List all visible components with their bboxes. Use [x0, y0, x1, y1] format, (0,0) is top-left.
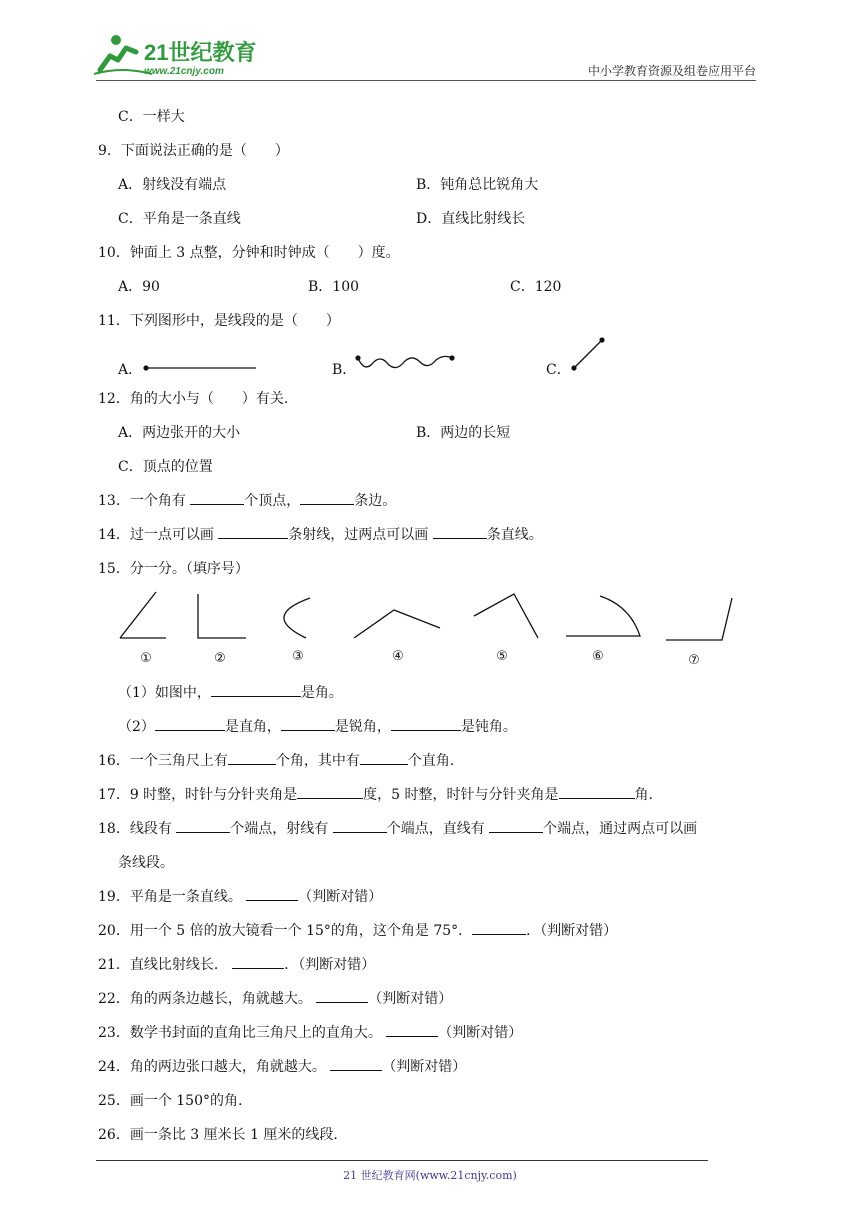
q9-stem: 9．下面说法正确的是（ ） [98, 143, 289, 159]
figure-5-shape [474, 594, 538, 638]
q9-option-c: C．平角是一条直线 [118, 211, 241, 227]
q9-option-b: B．钝角总比锐角大 [416, 177, 539, 193]
q15-sub2-blank-1[interactable] [155, 717, 225, 731]
q18-blank-3[interactable] [489, 819, 543, 833]
logo [92, 30, 262, 80]
q15-stem: 15．分一分。（填序号） [98, 561, 249, 577]
q15-sub2-blank-2[interactable] [281, 717, 335, 731]
q9-option-d: D．直线比射线长 [416, 211, 526, 227]
figure-7-shape [666, 598, 732, 640]
figure-6-shape [566, 596, 640, 636]
figure-2-label: ② [214, 651, 226, 666]
q23: 23．数学书封面的直角比三角尺上的直角大。 （判断对错） [98, 1025, 523, 1041]
q25: 25．画一个 150°的角. [98, 1093, 243, 1109]
q13-blank-1[interactable] [190, 491, 244, 505]
header-platform-text: 中小学教育资源及组卷应用平台 [587, 64, 756, 78]
q8-option-c: C．一样大 [118, 109, 185, 125]
q12-stem: 12．角的大小与（ ）有关. [98, 391, 289, 407]
figure-1-shape [120, 592, 166, 638]
figure-1-label: ① [140, 651, 152, 666]
figure-7-label: ⑦ [688, 653, 700, 668]
q18-blank-1[interactable] [176, 819, 230, 833]
q23-blank[interactable] [386, 1023, 438, 1037]
q22-blank[interactable] [316, 989, 368, 1003]
q11-stem: 11．下列图形中，是线段的是（ ） [98, 313, 340, 329]
q9-option-a: A．射线没有端点 [118, 177, 227, 193]
q11-option-c-figure [566, 332, 610, 376]
figure-4-shape [354, 610, 440, 638]
q19: 19．平角是一条直线。 （判断对错） [98, 889, 383, 905]
q16: 16．一个三角尺上有 个角，其中有 个直角. [98, 753, 455, 769]
q11-option-b-figure [352, 348, 462, 374]
q11-option-b-label: B． [332, 362, 357, 378]
figure-4-label: ④ [392, 649, 404, 664]
q17-blank-1[interactable] [297, 785, 363, 799]
q24-blank[interactable] [330, 1057, 382, 1071]
runner-logo-icon [92, 30, 262, 80]
q10-option-b: B．100 [308, 279, 360, 295]
q16-blank-2[interactable] [360, 751, 408, 765]
q17-blank-2[interactable] [559, 785, 635, 799]
q11-option-a-label: A． [118, 362, 143, 378]
q13: 13．一个角有 个顶点， 条边。 [98, 493, 397, 509]
q26: 26．画一条比 3 厘米长 1 厘米的线段. [98, 1127, 338, 1143]
q15-sub1: （1）如图中， 是角。 [118, 685, 343, 701]
q19-blank[interactable] [246, 887, 298, 901]
figure-6-label: ⑥ [592, 649, 604, 664]
q10-option-c: C．120 [510, 279, 562, 295]
q15-sub2: （2） 是直角， 是锐角， 是钝角。 [118, 719, 517, 735]
q20: 20．用一个 5 倍的放大镜看一个 15°的角，这个角是 75°． ．（判断对错） [98, 923, 618, 939]
q14-blank-2[interactable] [433, 525, 487, 539]
q16-blank-1[interactable] [228, 751, 276, 765]
q15-sub2-blank-3[interactable] [391, 717, 461, 731]
q20-blank[interactable] [472, 921, 526, 935]
q22: 22．角的两条边越长，角就越大。 （判断对错） [98, 991, 453, 1007]
footer-divider [96, 1160, 708, 1161]
header-divider [96, 80, 756, 81]
q14: 14．过一点可以画 条射线，过两点可以画 条直线。 [98, 527, 543, 543]
q10-stem: 10．钟面上 3 点整，分钟和时钟成（ ）度。 [98, 245, 400, 261]
q12-option-a: A．两边张开的大小 [118, 425, 241, 441]
footer-text: 21 世纪教育网(www.21cnjy.com) [343, 1169, 517, 1182]
figure-5-label: ⑤ [496, 649, 508, 664]
logo-url: www.21cnjy.com [144, 66, 224, 77]
q24: 24．角的两边张口越大，角就越大。 （判断对错） [98, 1059, 467, 1075]
q12-option-c: C．顶点的位置 [118, 459, 213, 475]
q11-option-c-label: C． [546, 362, 571, 378]
q10-option-a: A．90 [118, 279, 160, 295]
q21-blank[interactable] [232, 955, 284, 969]
q18: 18．线段有 个端点，射线有 个端点，直线有 个端点，通过两点可以画 [98, 821, 698, 837]
figure-3-label: ③ [292, 649, 304, 664]
q18-blank-2[interactable] [333, 819, 387, 833]
q21: 21．直线比射线长． ．（判断对错） [98, 957, 376, 973]
q11-option-a-figure [140, 360, 260, 374]
q18-line2: 条线段。 [118, 855, 174, 871]
q12-option-b: B．两边的长短 [416, 425, 511, 441]
figure-2-shape [198, 594, 246, 638]
q15-sub1-blank[interactable] [211, 683, 301, 697]
logo-text: 21世纪教育 [144, 40, 257, 65]
q15-figures [110, 586, 750, 670]
figure-3-shape [284, 598, 310, 638]
q13-blank-2[interactable] [300, 491, 354, 505]
q17: 17．9 时整，时针与分针夹角是 度，5 时整，时针与分针夹角是 角. [98, 787, 653, 803]
q14-blank-1[interactable] [218, 525, 288, 539]
